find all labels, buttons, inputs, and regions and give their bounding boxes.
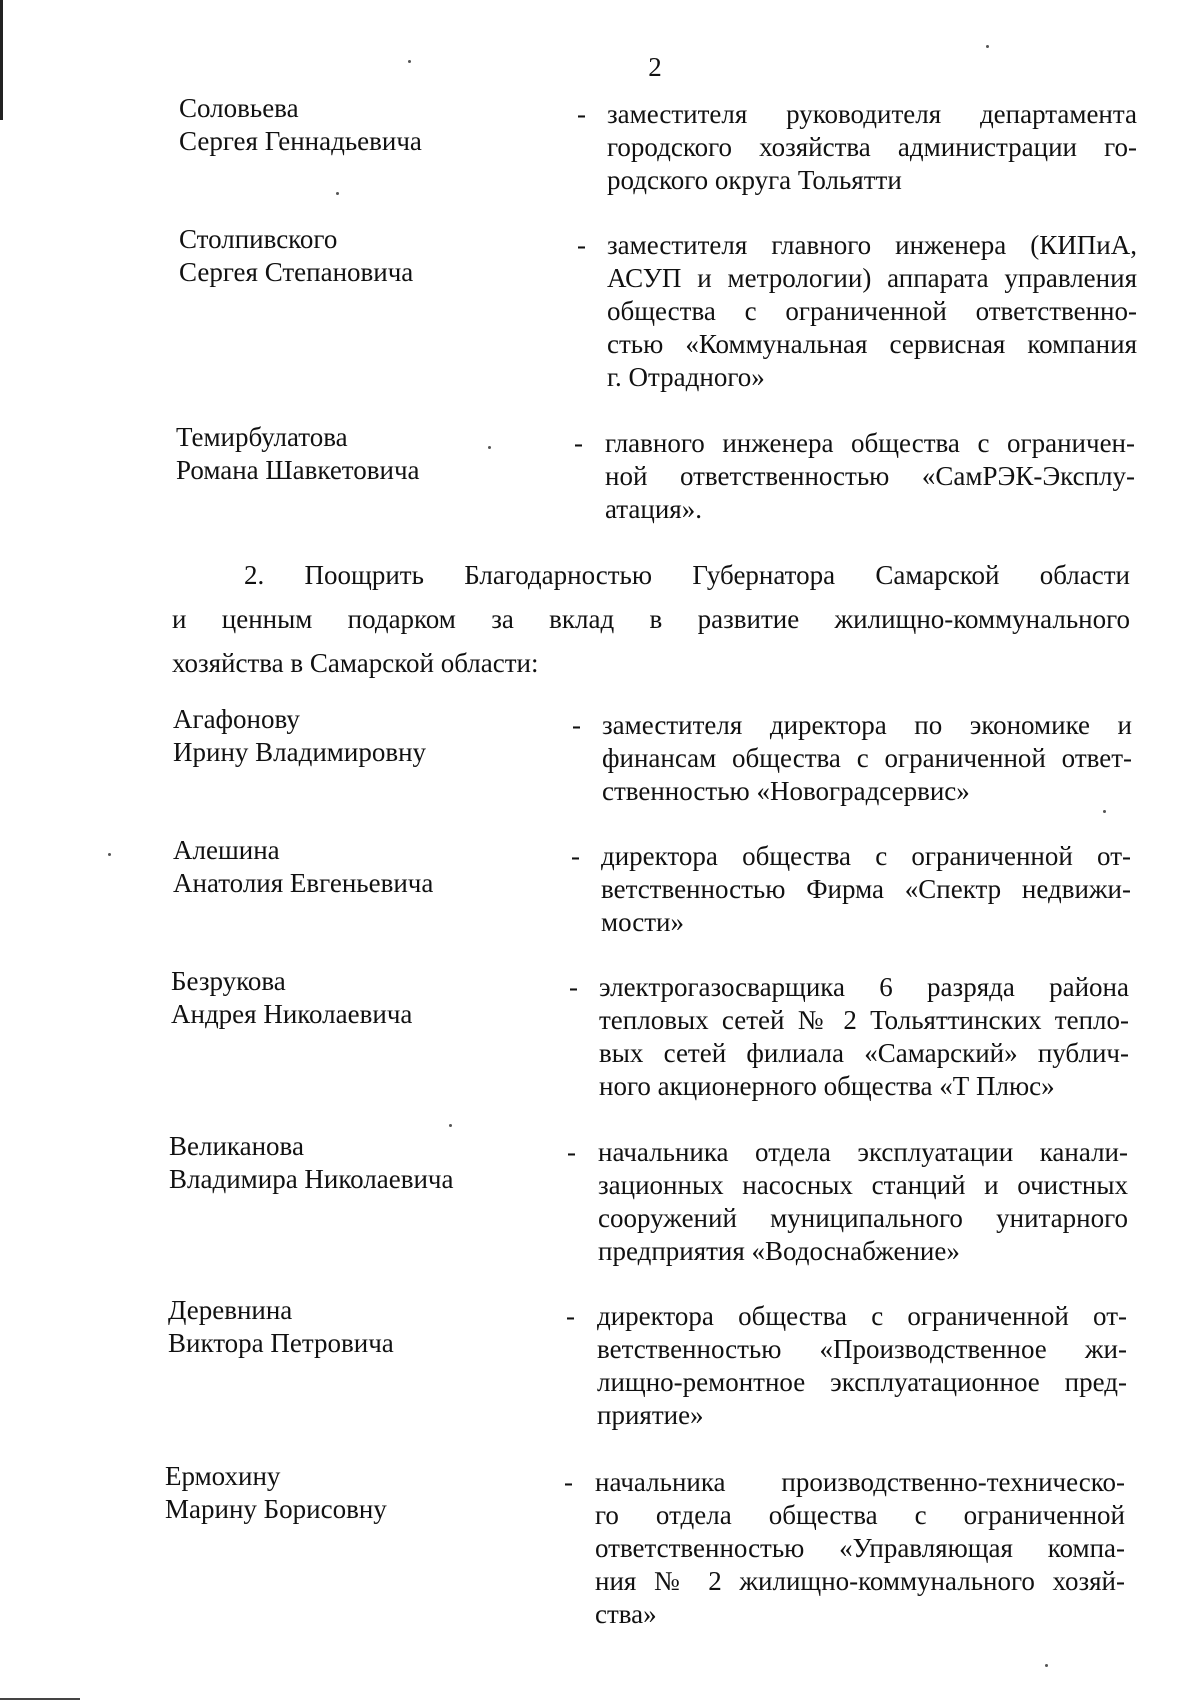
position-description: заместителя главного инженера (КИПиА, АСУП и метрологии) аппарата управления общества с ограниченной ответственно- стью «Коммунальная сервисная компания г. Отрадного» <box>607 230 1137 392</box>
person-name: Алешина Анатолия Евгеньевича <box>173 835 434 898</box>
dash: - <box>569 972 578 1002</box>
person-name: Ермохину Марину Борисовну <box>165 1461 387 1524</box>
scan-speck <box>408 60 411 63</box>
scan-speck <box>336 192 339 195</box>
dash: - <box>572 710 581 740</box>
person-name: Столпивского Сергея Степановича <box>179 224 414 287</box>
position-description: директора общества с ограниченной от- ветственностью Фирма «Спектр недвижи- мости» <box>601 841 1131 937</box>
dash: - <box>577 99 586 129</box>
position-description: электрогазосварщика 6 разряда района тепловых сетей № 2 Тольяттинских тепло- вых сетей филиала «Самарский» публич- ного акционерного общества «Т Плюс» <box>599 972 1129 1101</box>
dash: - <box>567 1137 576 1167</box>
position-description: главного инженера общества с ограничен- ной ответственностью «СамРЭК-Эксплу- атация». <box>605 428 1135 524</box>
scan-edge-mark <box>0 1698 80 1700</box>
scan-speck <box>1045 1664 1048 1667</box>
scan-speck <box>488 446 491 449</box>
page-number: 2 <box>648 52 662 82</box>
dash: - <box>566 1301 575 1331</box>
scan-speck <box>108 853 111 856</box>
scan-speck <box>986 45 989 48</box>
dash: - <box>564 1467 573 1497</box>
award-paragraph: 2. Поощрить Благодарностью Губернатора Самарской области и ценным подарком за вклад в развитие жилищно-коммунального хозяйства в Самарской области: <box>172 560 1130 678</box>
person-name: Деревнина Виктора Петровича <box>168 1295 394 1358</box>
position-description: заместителя директора по экономике и финансам общества с ограниченной ответ- ственностью «Новоградсервис» <box>602 710 1132 806</box>
scan-speck <box>1103 810 1106 813</box>
dash: - <box>571 841 580 871</box>
person-name: Агафонову Ирину Владимировну <box>173 704 427 767</box>
person-name: Великанова Владимира Николаевича <box>169 1131 454 1194</box>
person-name: Темирбулатова Романа Шавкетовича <box>176 422 420 485</box>
position-description: начальника отдела эксплуатации канали- зационных насосных станций и очистных сооружений муниципального унитарного предприятия «Водоснабжение» <box>598 1137 1128 1266</box>
dash: - <box>574 428 583 458</box>
person-name: Соловьева Сергея Геннадьевича <box>179 93 422 156</box>
position-description: директора общества с ограниченной от- ветственностью «Производственное жи- лищно-ремонтное эксплуатационное пред- приятие» <box>597 1301 1127 1430</box>
dash: - <box>577 230 586 260</box>
position-description: начальника производственно-техническо- го отдела общества с ограниченной ответственностью «Управляющая компа- ния № 2 жилищно-коммунального хозяй- ства» <box>595 1467 1125 1629</box>
position-description: заместителя руководителя департамента городского хозяйства администрации го- родского округа Тольятти <box>607 99 1137 195</box>
person-name: Безрукова Андрея Николаевича <box>171 966 413 1029</box>
scan-speck <box>449 1124 452 1127</box>
